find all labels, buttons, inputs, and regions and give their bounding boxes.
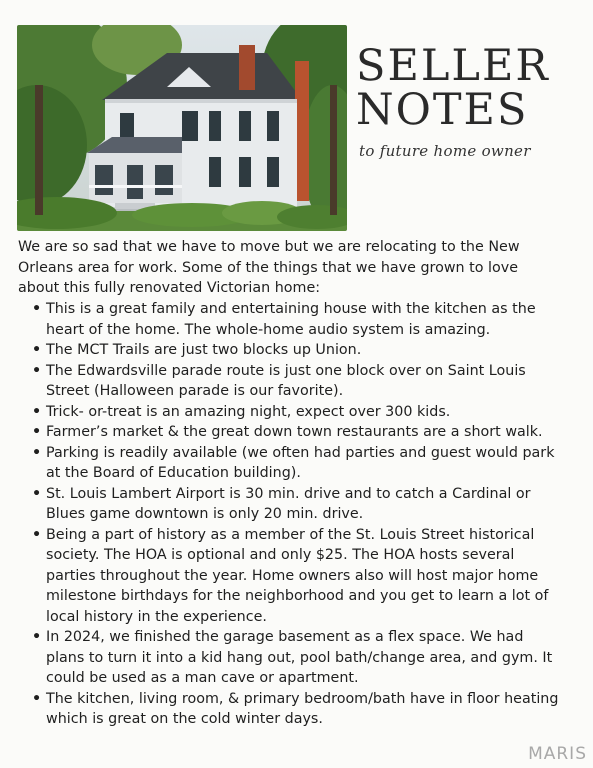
- bullet-icon: •: [32, 424, 42, 440]
- list-item-text: The Edwardsville parade route is just one block over on Saint Louis Street (Halloween parade is our favorite).: [46, 362, 526, 399]
- list-item: [18, 361, 566, 402]
- list-item-text: In 2024, we finished the garage basement as a flex space. We had plans to turn it into a kid hang out, pool bath/change area, and gym. It could be used as a man cave or apartment.: [46, 629, 553, 686]
- list-item: [18, 484, 566, 525]
- page-title: [356, 41, 576, 135]
- list-item-text: Trick- or-treat is an amazing night, expect over 300 kids.: [46, 403, 451, 420]
- intro-paragraph: We are so sad that we have to move but we are relocating to the New Orleans area for work. Some of the things that we have grown to love about this fully renovated Victorian home:: [18, 239, 520, 296]
- bullet-icon: •: [32, 301, 42, 317]
- list-item-text: Being a part of history as a member of the St. Louis Street historical society. The HOA is optional and only $25. The HOA hosts several parties throughout the year. Home owners also will host major home milestone birthdays for the neighborhood and you get to learn a lot of local history in the experience.: [46, 526, 549, 625]
- list-item-text: The kitchen, living room, & primary bedroom/bath have in floor heating which is great on the cold winter days.: [46, 690, 559, 727]
- bullet-icon: •: [32, 362, 42, 379]
- list-item-text: Farmer’s market & the great down town restaurants are a short walk.: [46, 424, 543, 440]
- list-item: [18, 627, 566, 689]
- list-item: [18, 340, 566, 361]
- list-item: [18, 443, 566, 484]
- bullet-icon: •: [32, 629, 42, 645]
- list-item-text: Parking is readily available (we often had parties and guest would park at the Board of Education building).: [46, 444, 555, 481]
- list-item: [18, 299, 566, 340]
- bullet-icon: •: [32, 403, 42, 420]
- bullet-icon: •: [32, 444, 42, 461]
- bullet-icon: •: [32, 526, 42, 543]
- list-item: [18, 402, 566, 423]
- list-item: [18, 689, 566, 730]
- watermark: MARIS: [528, 744, 587, 764]
- bullet-icon: •: [32, 342, 42, 358]
- house-photo: [17, 25, 347, 231]
- list-item: [18, 422, 566, 443]
- list-item: [18, 525, 566, 628]
- page-subtitle: to future home owner: [359, 142, 531, 160]
- title-line-seller: SELLER: [356, 41, 550, 91]
- list-item-text: This is a great family and entertaining house with the kitchen as the heart of the home. The whole-home audio system is amazing.: [46, 301, 536, 338]
- bullet-icon: •: [32, 485, 42, 502]
- list-item-text: St. Louis Lambert Airport is 30 min. drive and to catch a Cardinal or Blues game downtown is only 20 min. drive.: [46, 485, 531, 522]
- title-line-notes: NOTES: [356, 85, 529, 135]
- list-item-text: The MCT Trails are just two blocks up Union.: [46, 342, 362, 358]
- notes-list: [18, 299, 566, 730]
- bullet-icon: •: [32, 690, 42, 707]
